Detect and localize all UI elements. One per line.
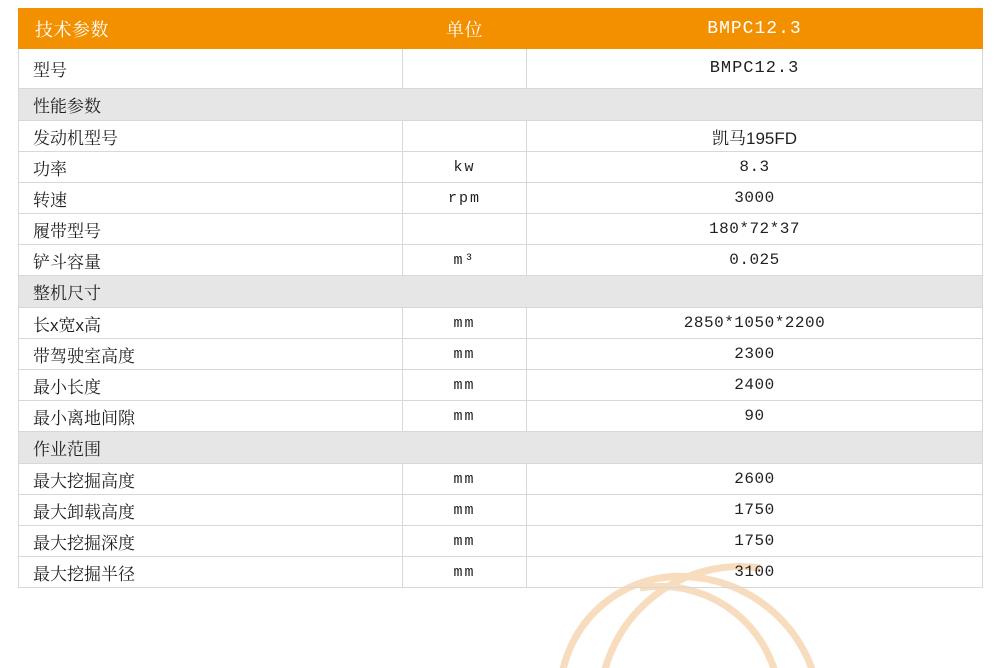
row-unit	[403, 121, 527, 152]
row-value: 0.025	[527, 245, 983, 276]
row-label: 带驾驶室高度	[19, 339, 403, 370]
row-label: 最大挖掘半径	[19, 557, 403, 588]
row-label: 转速	[19, 183, 403, 214]
header-unit: 单位	[403, 9, 527, 49]
row-value: BMPC12.3	[527, 49, 983, 89]
row-unit: mm	[403, 495, 527, 526]
row-value: 1750	[527, 495, 983, 526]
table-row	[19, 308, 983, 339]
row-label: 最小长度	[19, 370, 403, 401]
row-label: 履带型号	[19, 214, 403, 245]
row-label: 最小离地间隙	[19, 401, 403, 432]
row-unit: mm	[403, 401, 527, 432]
row-value: 1750	[527, 526, 983, 557]
row-label: 最大挖掘高度	[19, 464, 403, 495]
row-unit: rpm	[403, 183, 527, 214]
row-value: 2300	[527, 339, 983, 370]
table-row	[19, 214, 983, 245]
row-label: 最大卸载高度	[19, 495, 403, 526]
row-label: 最大挖掘深度	[19, 526, 403, 557]
table-row	[19, 526, 983, 557]
row-value: 2600	[527, 464, 983, 495]
row-unit: mm	[403, 557, 527, 588]
row-unit: mm	[403, 464, 527, 495]
table-row	[19, 495, 983, 526]
table-row	[19, 557, 983, 588]
row-value: 2850*1050*2200	[527, 308, 983, 339]
row-unit: mm	[403, 308, 527, 339]
row-unit: m³	[403, 245, 527, 276]
table-row	[19, 183, 983, 214]
row-value: 3000	[527, 183, 983, 214]
row-unit	[403, 49, 527, 89]
section-title: 整机尺寸	[19, 276, 983, 308]
row-label: 铲斗容量	[19, 245, 403, 276]
table-row	[19, 245, 983, 276]
row-unit: mm	[403, 526, 527, 557]
row-unit	[403, 214, 527, 245]
table-row	[19, 121, 983, 152]
section-title: 性能参数	[19, 89, 983, 121]
table-row	[19, 401, 983, 432]
row-label: 发动机型号	[19, 121, 403, 152]
header-parameter: 技术参数	[19, 9, 403, 49]
row-value: 90	[527, 401, 983, 432]
table-header-row	[19, 9, 983, 49]
section-header-row	[19, 432, 983, 464]
row-label: 功率	[19, 152, 403, 183]
row-value: 8.3	[527, 152, 983, 183]
row-value: 180*72*37	[527, 214, 983, 245]
section-header-row	[19, 276, 983, 308]
section-title: 作业范围	[19, 432, 983, 464]
table-row	[19, 49, 983, 89]
table-row	[19, 152, 983, 183]
table-row	[19, 339, 983, 370]
row-unit: mm	[403, 370, 527, 401]
specification-table	[18, 8, 983, 588]
header-model: BMPC12.3	[527, 9, 983, 49]
table-row	[19, 370, 983, 401]
row-unit: kw	[403, 152, 527, 183]
section-header-row	[19, 89, 983, 121]
row-value: 2400	[527, 370, 983, 401]
table-row	[19, 464, 983, 495]
row-label: 长x宽x高	[19, 308, 403, 339]
row-label: 型号	[19, 49, 403, 89]
row-value: 凯马195FD	[527, 121, 983, 152]
row-value: 3100	[527, 557, 983, 588]
row-unit: mm	[403, 339, 527, 370]
